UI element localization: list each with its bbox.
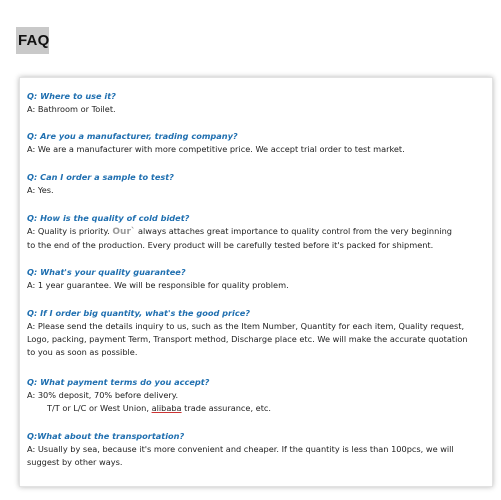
faq-answer-text: always attaches great importance to quality control from the very beginning xyxy=(138,226,452,236)
faq-question: Q: Can I order a sample to test? xyxy=(27,172,174,182)
brand-word: Our` xyxy=(112,227,136,237)
faq-answer: suggest by other ways. xyxy=(27,457,123,467)
faq-answer: to the end of the production. Every product will be carefully tested before it's packed for shipment. xyxy=(27,240,434,250)
faq-answer: A: Please send the details inquiry to us, such as the Item Number, Quantity for each item, Quality request, xyxy=(27,321,465,331)
faq-heading xyxy=(16,27,49,54)
faq-question: Q: How is the quality of cold bidet? xyxy=(27,213,190,223)
faq-question: Q: What payment terms do you accept? xyxy=(27,377,210,387)
faq-answer: A: Usually by sea, because it's more convenient and cheaper. If the quantity is less than 100pcs, we will xyxy=(27,444,454,454)
faq-answer xyxy=(27,225,489,239)
faq-answer-text: T/T or L/C or West Union, xyxy=(47,403,149,413)
alibaba-link[interactable]: alibaba xyxy=(151,403,182,413)
faq-item-6 xyxy=(27,307,489,359)
faq-answer: A: Bathroom or Toilet. xyxy=(27,104,116,114)
faq-question: Q:What about the transportation? xyxy=(27,431,185,441)
faq-answer: A: We are a manufacturer with more competitive price. We accept trial order to test market. xyxy=(27,144,405,154)
faq-item-2 xyxy=(27,130,489,156)
faq-item-7 xyxy=(27,376,489,415)
faq-item-1 xyxy=(27,90,489,116)
faq-question: Q: Are you a manufacturer, trading company? xyxy=(27,131,238,141)
faq-question: Q: Where to use it? xyxy=(27,91,116,101)
faq-item-3 xyxy=(27,171,489,197)
faq-answer-text: A: Quality is priority. xyxy=(27,226,110,236)
faq-answer: to you as soon as possible. xyxy=(27,347,138,357)
faq-answer: Logo, packing, payment Term, Transport method, Discharge place etc. We will make the accurate quotation xyxy=(27,334,468,344)
faq-item-4 xyxy=(27,212,489,252)
faq-item-5 xyxy=(27,266,489,292)
faq-question: Q: What's your quality guarantee? xyxy=(27,267,186,277)
faq-answer: A: 30% deposit, 70% before delivery. xyxy=(27,390,179,400)
faq-heading-text: FAQ xyxy=(18,32,50,49)
faq-answer xyxy=(27,402,489,415)
faq-answer: A: 1 year guarantee. We will be responsible for quality problem. xyxy=(27,280,289,290)
faq-answer-text: trade assurance, etc. xyxy=(184,403,272,413)
faq-answer: A: Yes. xyxy=(27,185,54,195)
faq-item-8 xyxy=(27,430,489,469)
faq-question: Q: If I order big quantity, what's the good price? xyxy=(27,308,251,318)
faq-panel xyxy=(19,77,493,487)
